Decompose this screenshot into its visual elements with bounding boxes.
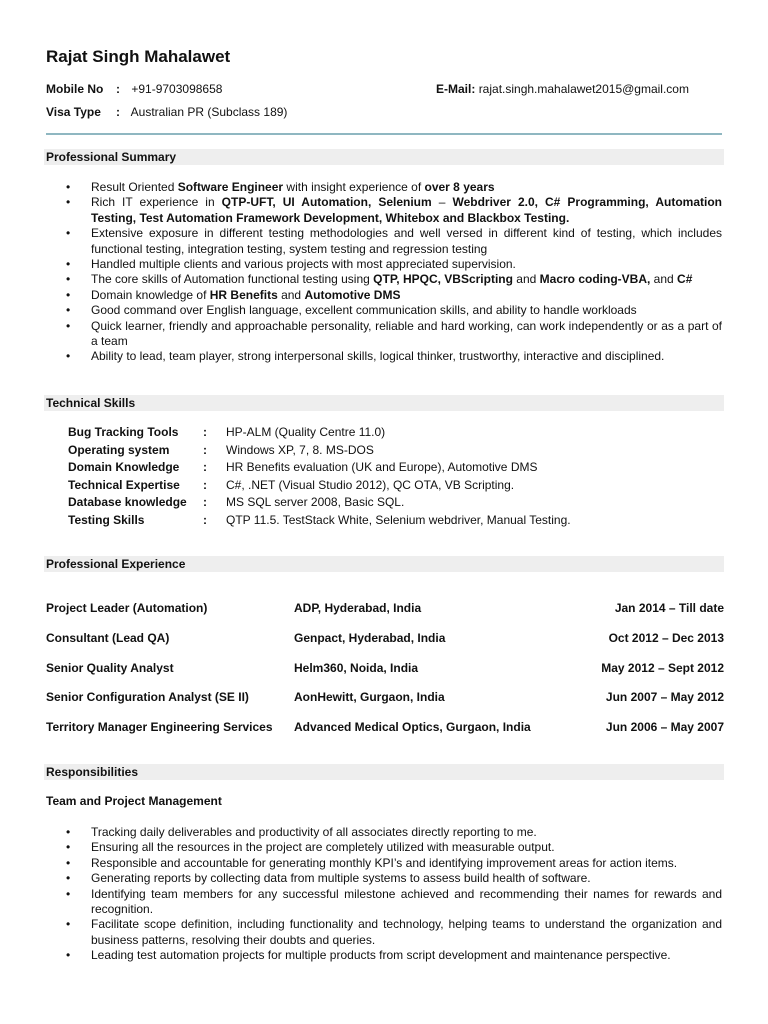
candidate-name: Rajat Singh Mahalawet — [46, 47, 231, 66]
summary-item: • Ability to lead, team player, strong interpersonal skills, logical thinker, trustworthy, interactive and disciplined. — [46, 349, 722, 364]
skill-row: Bug Tracking Tools : HP-ALM (Quality Centre 11.0) — [68, 425, 386, 439]
skill-row: Operating system : Windows XP, 7, 8. MS-DOS — [68, 442, 374, 457]
experience-dates: May 2012 – Sept 2012 — [601, 661, 724, 675]
summary-item: • Good command over English language, excellent communication skills, and ability to handle workloads — [46, 303, 722, 318]
experience-company: ADP, Hyderabad, India — [294, 601, 422, 615]
summary-item: • Quick learner, friendly and approachable personality, reliable and hard working, can work independently or as a part of a team — [46, 319, 722, 350]
email-row — [436, 82, 689, 96]
experience-role: Consultant (Lead QA) — [46, 631, 170, 645]
mobile-separator: : — [116, 82, 120, 96]
skills-table — [68, 424, 571, 529]
experience-row — [46, 661, 724, 677]
section-professional-experience: Professional Experience — [44, 556, 724, 572]
summary-item: • Rich IT experience in QTP-UFT, UI Automation, Selenium – Webdriver 2.0, C# Programming, Automation Testing, Test Automation Framework Development, Whitebox and Blackbox Testing. — [46, 195, 722, 226]
experience-company: Genpact, Hyderabad, India — [294, 631, 446, 645]
summary-item: • The core skills of Automation functional testing using QTP, HPQC, VBScripting and Macro coding-VBA, and C# — [46, 272, 722, 287]
experience-row — [46, 690, 724, 706]
skill-row: Domain Knowledge : HR Benefits evaluation (UK and Europe), Automotive DMS — [68, 460, 538, 474]
responsibility-item: • Identifying team members for any successful milestone achieved and recommending their names for rewards and recognition. — [46, 887, 722, 918]
experience-company: Helm360, Noida, India — [294, 661, 419, 675]
section-technical-skills: Technical Skills — [44, 395, 724, 411]
responsibility-item: • Leading test automation projects for multiple products from script development and maintenance perspective. — [46, 948, 722, 963]
responsibility-item: • Generating reports by collecting data from multiple systems to assess build health of software. — [46, 871, 722, 886]
experience-company: Advanced Medical Optics, Gurgaon, India — [294, 720, 531, 734]
skill-row: Database knowledge : MS SQL server 2008, Basic SQL. — [68, 495, 405, 509]
section-responsibilities: Responsibilities — [44, 764, 724, 780]
summary-item: • Handled multiple clients and various projects with most appreciated supervision. — [46, 257, 722, 272]
experience-row — [46, 720, 724, 736]
experience-dates: Jun 2006 – May 2007 — [605, 720, 724, 734]
experience-company: AonHewitt, Gurgaon, India — [294, 690, 445, 704]
experience-role: Senior Quality Analyst — [46, 661, 174, 675]
visa-value: Australian PR (Subclass 189) — [130, 105, 288, 119]
responsibility-item: • Ensuring all the resources in the project are completely utilized with measurable output. — [46, 840, 722, 855]
experience-dates: Oct 2012 – Dec 2013 — [608, 631, 724, 645]
summary-item: • Result Oriented Software Engineer with insight experience of over 8 years — [46, 180, 722, 195]
experience-role: Senior Configuration Analyst (SE II) — [46, 690, 249, 704]
visa-label: Visa Type — [46, 105, 101, 119]
responsibility-item: • Facilitate scope definition, including functionality and technology, helping teams to understand the organization and business patterns, resolving their doubts and queries. — [46, 917, 722, 948]
skill-row: Testing Skills : QTP 11.5. TestStack White, Selenium webdriver, Manual Testing. — [68, 512, 571, 527]
email-label: E-Mail: — [436, 82, 476, 96]
experience-row — [46, 601, 724, 617]
visa-row — [46, 105, 287, 119]
visa-separator: : — [116, 105, 120, 119]
section-professional-summary: Professional Summary — [44, 149, 724, 165]
header-divider — [46, 133, 722, 135]
experience-row — [46, 631, 724, 647]
responsibility-item: • Responsible and accountable for generating monthly KPI’s and identifying improvement areas for action items. — [46, 856, 722, 871]
responsibilities-list — [46, 825, 722, 964]
responsibilities-subheading: Team and Project Management — [46, 794, 222, 808]
skill-row: Technical Expertise : C#, .NET (Visual Studio 2012), QC OTA, VB Scripting. — [68, 477, 515, 492]
responsibility-item: • Tracking daily deliverables and productivity of all associates directly reporting to me. — [46, 825, 722, 840]
mobile-row — [46, 82, 222, 96]
email-value: rajat.singh.mahalawet2015@gmail.com — [478, 82, 689, 96]
mobile-value: +91-9703098658 — [131, 82, 223, 96]
experience-dates: Jun 2007 – May 2012 — [605, 690, 724, 704]
summary-list — [46, 180, 722, 365]
experience-dates: Jan 2014 – Till date — [614, 601, 724, 615]
experience-role: Project Leader (Automation) — [46, 601, 208, 615]
experience-role: Territory Manager Engineering Services — [46, 720, 273, 734]
mobile-label: Mobile No — [46, 82, 104, 96]
summary-item: • Extensive exposure in different testing methodologies and well versed in different kind of testing, which includes functional testing, integration testing, system testing and regression testing — [46, 226, 722, 257]
summary-item: • Domain knowledge of HR Benefits and Automotive DMS — [46, 288, 722, 303]
